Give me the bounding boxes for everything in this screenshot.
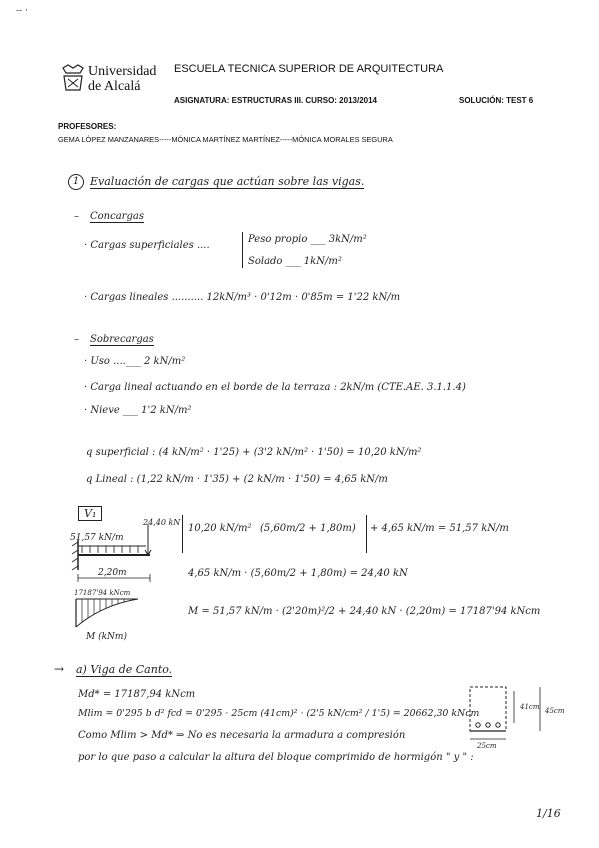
eq2-point-load: 4,65 kN/m · (5,60m/2 + 1,80m) = 24,40 kN <box>188 568 408 579</box>
peso-propio: Peso propio ___ 3kN/m² <box>248 234 367 245</box>
subject-line: ASIGNATURA: ESTRUCTURAS III. CURSO: 2013/2014 <box>174 96 377 105</box>
next-step: por lo que paso a calcular la altura del bloque comprimido de hormigón " y " : <box>78 752 474 763</box>
uso-load: · Uso ....___ 2 kN/m² <box>84 356 186 367</box>
effective-depth-label: 41cm <box>520 703 540 711</box>
span-label: 2,20m <box>98 568 127 578</box>
superficial-loads-label: · Cargas superficiales .... <box>84 240 210 251</box>
dash-sobrecargas: – <box>74 334 79 345</box>
width-label: 25cm <box>477 742 497 750</box>
limit-moment: Mlim = 0'295 b d² fcd = 0'295 · 25cm (41cm)² · (2'5 kN/cm² / 1'5) = 20662,30 kNcm <box>78 708 480 719</box>
section-title: Evaluación de cargas que actúan sobre las vigas. <box>90 175 365 188</box>
dash-concargas: – <box>74 211 79 222</box>
solution-label: SOLUCIÓN: TEST 6 <box>459 96 534 105</box>
eq1-part-a: 10,20 kN/m² <box>188 523 252 534</box>
professors-label: PROFESORES: <box>58 122 117 131</box>
sobrecargas-heading: Sobrecargas <box>90 334 154 345</box>
terrace-edge-load: · Carga lineal actuando en el borde de la terraza : 2kN/m (CTE.AE. 3.1.1.4) <box>84 382 466 393</box>
university-name-line1: Universidad <box>88 64 157 79</box>
point-load-label: 24,40 kN <box>143 518 181 527</box>
brace-line <box>242 232 243 268</box>
snow-load: · Nieve ___ 1'2 kN/m² <box>84 405 192 416</box>
concargas-heading: Concargas <box>90 211 144 222</box>
beam-v1-label: V₁ <box>78 506 102 521</box>
bracket-right <box>366 515 367 553</box>
part-a-title: a) Viga de Canto. <box>76 663 173 676</box>
design-moment: Md* = 17187,94 kNcm <box>78 689 196 700</box>
corner-mark: -- · <box>16 6 28 16</box>
university-name-line2: de Alcalá <box>88 79 141 94</box>
total-height-label: 45cm <box>545 707 565 715</box>
page-number: 1/16 <box>536 807 561 820</box>
eq1-part-c: + 4,65 kN/m = 51,57 kN/m <box>370 523 509 534</box>
bracket-left <box>182 515 183 553</box>
question-number: 1 <box>68 174 84 190</box>
moment-axis-label: M (kNm) <box>86 632 127 642</box>
q-lineal: q Lineal : (1,22 kN/m · 1'35) + (2 kN/m · 1'50) = 4,65 kN/m <box>86 474 388 485</box>
linear-loads: · Cargas lineales .......... 12kN/m³ · 0'12m · 0'85m = 1'22 kN/m <box>84 292 401 303</box>
moment-diagram <box>72 597 142 629</box>
beam-cross-section <box>468 683 576 747</box>
university-name <box>88 64 156 94</box>
arrow-icon: → <box>54 662 65 676</box>
professors-list: GEMA LÓPEZ MANZANARES-----MÓNICA MARTÍNEZ MARTÍNEZ-----MÓNICA MORALES SEGURA <box>58 135 393 144</box>
comparison: Como Mlim > Md* ⇒ No es necesaria la armadura a compresión <box>78 730 406 741</box>
eq3-moment: M = 51,57 kN/m · (2'20m)²/2 + 24,40 kN · (2,20m) = 17187'94 kNcm <box>188 606 541 617</box>
solado: Solado ___ 1kN/m² <box>248 256 342 267</box>
university-logo <box>60 64 86 92</box>
q-superficial: q superficial : (4 kN/m² · 1'25) + (3'2 kN/m² · 1'50) = 10,20 kN/m² <box>86 447 422 458</box>
eq1-part-b: (5,60m/2 + 1,80m) <box>260 523 356 534</box>
moment-value-label: 17187'94 kNcm <box>74 589 131 597</box>
school-name: ESCUELA TECNICA SUPERIOR DE ARQUITECTURA <box>174 63 444 75</box>
distributed-load-label: 51,57 kN/m <box>70 533 124 543</box>
